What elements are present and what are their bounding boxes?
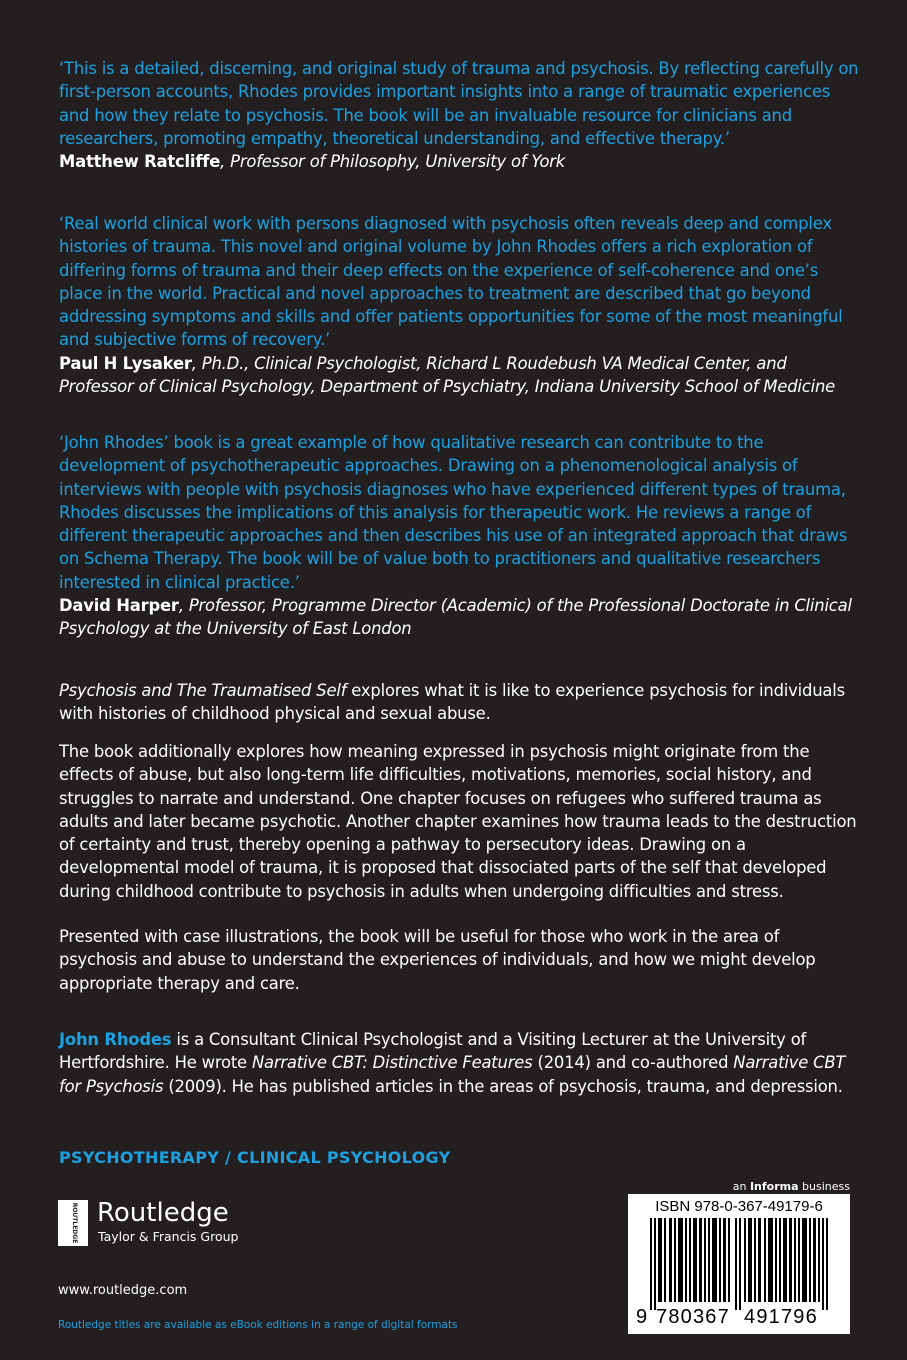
endorsement-1 <box>59 57 859 173</box>
informa-brand: Informa <box>749 1180 799 1193</box>
endorsement-2 <box>59 212 859 398</box>
publisher-group: Taylor & Francis Group <box>98 1229 239 1244</box>
barcode-first-digit: 9 <box>636 1306 649 1328</box>
endorsement-attribution <box>59 150 859 173</box>
isbn-barcode <box>628 1194 850 1334</box>
barcode-group-2: 491796 <box>744 1306 818 1328</box>
description-paragraph: The book additionally explores how meaning expressed in psychosis might originate from the effects of abuse, but also long-term life difficulties, motivations, memories, social history, and struggles to narrate and understand. One chapter focuses on refugees who suffered trauma as adults and later became psychotic. Another chapter examines how trauma leads to the destruction of certainty and trust, thereby opening a pathway to persecutory ideas. Drawing on a developmental model of trauma, it is proposed that dissociated parts of the self that developed during childhood contribute to psychosis in adults when undergoing difficulties and stress. <box>59 742 857 901</box>
endorser-role: , Professor of Philosophy, University of York <box>220 152 566 172</box>
author-bio <box>59 1028 859 1098</box>
subject-category: PSYCHOTHERAPY / CLINICAL PSYCHOLOGY <box>59 1148 451 1167</box>
author-name: John Rhodes <box>59 1030 172 1049</box>
bio-text: (2014) and co-authored <box>532 1053 734 1073</box>
intro-text: explores what it is like to experience psychosis for individuals with histories of childhood physical and sexual abuse. <box>59 681 845 724</box>
endorsement-attribution <box>59 594 859 641</box>
description-closing <box>59 925 859 995</box>
endorsement-quote: ‘This is a detailed, discerning, and original study of trauma and psychosis. By reflecting carefully on first-person accounts, Rhodes provides important insights into a range of traumatic experiences and how they relate to psychosis. The book will be an invaluable resource for clinicians and researchers, promoting empathy, theoretical understanding, and effective therapy.’ <box>59 59 859 148</box>
publisher-website[interactable]: www.routledge.com <box>58 1283 188 1298</box>
description-body <box>59 740 859 903</box>
barcode-bars <box>636 1218 842 1310</box>
bio-text: (2009). He has published articles in the areas of psychosis, trauma, and depression. <box>163 1076 843 1096</box>
endorser-name: Paul H Lysaker <box>59 353 192 373</box>
informa-business-note <box>733 1180 850 1193</box>
routledge-logo-mark <box>58 1200 88 1246</box>
description-intro <box>59 679 859 726</box>
endorsement-quote: ‘Real world clinical work with persons diagnosed with psychosis often reveals deep and complex histories of trauma. This novel and original volume by John Rhodes offers a rich exploration of differing forms of trauma and their deep effects on the experience of self-coherence and one’s place in the world. Practical and novel approaches to treatment are described that go beyond addressing symptoms and skills and offer patients opportunities for some of the most meaningful and subjective forms of recovery.’ <box>59 214 843 350</box>
endorser-role: , Professor, Programme Director (Academic) of the Professional Doctorate in Clinical Psychology at the University of East London <box>59 596 852 639</box>
book-title: Narrative CBT for Psychosis <box>59 1053 846 1096</box>
endorsement-attribution <box>59 352 859 399</box>
description-paragraph: Presented with case illustrations, the book will be useful for those who work in the area of psychosis and abuse to understand the experiences of individuals, and how we might develop appropriate therapy and care. <box>59 927 816 993</box>
book-title: Psychosis and The Traumatised Self <box>59 681 347 700</box>
book-title: Narrative CBT: Distinctive Features <box>251 1053 533 1073</box>
barcode-group-1: 780367 <box>656 1306 730 1328</box>
logo-mark-text: ROUTLEDGE <box>71 1202 78 1244</box>
endorser-name: Matthew Ratcliffe <box>59 152 221 172</box>
endorsement-quote: ‘John Rhodes’ book is a great example of how qualitative research can contribute to the development of psychotherapeutic approaches. Drawing on a phenomenological analysis of interviews with people with psychosis diagnoses who have experienced different types of trauma, Rhodes discusses the implications of this analysis for therapeutic work. He reviews a range of different therapeutic approaches and then describes his use of an integrated approach that draws on Schema Therapy. The book will be of value both to practitioners and qualitative researchers interested in clinical practice.’ <box>59 433 848 592</box>
bio-text: is a Consultant Clinical Psychologist and a Visiting Lecturer at the University of Hertfordshire. He wrote <box>59 1030 807 1073</box>
ebook-note: Routledge titles are available as eBook editions in a range of digital formats <box>58 1319 458 1331</box>
informa-prefix: an <box>732 1180 750 1193</box>
isbn-label: ISBN 978-0-367-49179-6 <box>655 1198 823 1215</box>
endorser-name: David Harper <box>59 596 179 616</box>
endorser-role: , Ph.D., Clinical Psychologist, Richard L Roudebush VA Medical Center, and Professor of Clinical Psychology, Department of Psychiatry, Indiana University School of Medicine <box>59 353 836 397</box>
endorsement-3 <box>59 431 859 641</box>
publisher-name: Routledge <box>97 1198 229 1228</box>
informa-suffix: business <box>798 1180 850 1193</box>
